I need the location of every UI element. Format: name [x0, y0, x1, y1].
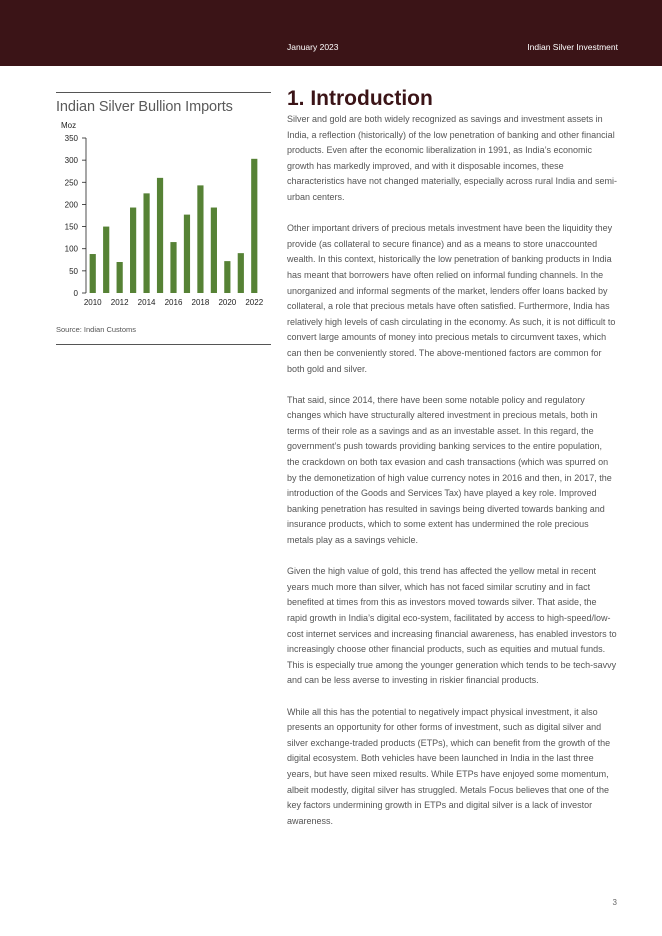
x-tick-label: 2022 [245, 298, 264, 307]
bar-2012 [117, 262, 123, 293]
bar-2011 [103, 227, 109, 293]
chart-title: Indian Silver Bullion Imports [56, 99, 233, 115]
bar-2013 [130, 208, 136, 293]
y-tick-label: 0 [73, 289, 78, 298]
y-tick-label: 250 [64, 178, 78, 188]
paragraph-3: That said, since 2014, there have been some notable policy and regulatory changes which have structurally altered investment in precious metals, both in terms of their role as a savings and as an investable asset. In this regard, the government’s push towards providing banking services to the entire population, the crackdown on both tax evasion and cash transactions (which was spurred on by the demonetization of high value currency notes in 2016 and then, in 2017, the introduction of the Goods and Services Tax) have played a key role. Improved banking penetration has resulted in savings being diverted towards banking and insurance products, which to some extent has undermined the role precious metals play as a savings vehicle. [287, 394, 612, 546]
y-tick-label: 200 [64, 200, 78, 210]
x-tick-label: 2018 [191, 298, 210, 307]
paragraph-5: While all this has the potential to negatively impact physical investment, it also presents an opportunity for other forms of investment, such as digital silver and silver exchange-traded products (ETPs), which can benefit from the growth of the digital ecosystem. Both vehicles have been launched in India in the last three years, but have seen mixed results. While ETPs have enjoyed some momentum, albeit modestly, digital silver has struggled. Metals Focus believes that one of the key factors undermining growth in ETPs and digital silver is a lack of investor awareness. [287, 706, 611, 826]
paragraph-2: Other important drivers of precious metals investment have been the liquidity they provide (as collateral to secure finance) and as a means to store unaccounted wealth. In this context, historically the low penetration of banking products in India has meant that borrowers have often relied on informal funding channels. In the unorganized and informal segments of the market, lenders offer loans backed by collateral, a role that precious metals have often satisfied. Furthermore, India has relatively high levels of cash circulating in the economy. As such, it is not difficult to convert large amounts of money into precious metals to circumvent taxes, which can then be conveniently stored. The above-mentioned factors are common for both gold and silver. [287, 223, 616, 374]
chart-source: Source: Indian Customs [56, 325, 137, 334]
sidebar-chart-panel [56, 92, 271, 345]
x-tick-label: 2014 [137, 298, 156, 307]
header-date: January 2023 [287, 42, 339, 52]
paragraph-4: Given the high value of gold, this trend has affected the yellow metal in recent years much more than silver, which has not faced similar scrutiny and in fact benefited at times from this as investors moved towards silver. That aside, the rapid growth in India’s digital eco-system, facilitated by access to high-speed/low-cost internet services and increasing financial awareness, has enabled investors to increasingly choose other financial products, such as equities and mutual funds. This is especially true among the younger generation which tends to be tech-savvy and can be less averse to investing in riskier financial products. [287, 566, 617, 686]
bar-2015 [157, 178, 163, 293]
bar-2014 [143, 193, 149, 293]
page-header [0, 0, 662, 66]
bar-2016 [170, 242, 176, 293]
y-tick-label: 350 [64, 134, 78, 143]
bar-2020 [224, 261, 230, 293]
page-number: 3 [612, 898, 617, 907]
x-tick-label: 2010 [83, 298, 102, 307]
bar-chart [56, 119, 271, 307]
bar-2019 [211, 208, 217, 293]
y-tick-label: 50 [69, 266, 78, 276]
bar-2021 [238, 253, 244, 293]
x-tick-label: 2020 [218, 298, 237, 307]
y-axis-label: Moz [61, 121, 77, 130]
section-title: 1. Introduction [287, 87, 433, 110]
bar-2022 [251, 159, 257, 293]
x-tick-label: 2016 [164, 298, 183, 307]
x-tick-label: 2012 [110, 298, 129, 307]
sidebar-top-rule [56, 92, 271, 93]
sidebar-bottom-rule [56, 344, 271, 345]
y-tick-label: 300 [64, 156, 78, 166]
bar-2010 [90, 254, 96, 293]
main-content [287, 86, 617, 845]
y-tick-label: 150 [64, 222, 78, 232]
bar-2018 [197, 185, 203, 293]
paragraph-1: Silver and gold are both widely recognized as savings and investment assets in India, a reflection (historically) of the low penetration of banking and other financial products. Even after the economic liberalization in 1991, as India’s economic growth has markedly improved, and with it disposable incomes, these characteristics have not changed materially, especially across rural India and semi-urban centers. [287, 114, 617, 202]
y-tick-label: 100 [64, 244, 78, 254]
header-report-title: Indian Silver Investment [527, 42, 618, 52]
bar-2017 [184, 215, 190, 293]
